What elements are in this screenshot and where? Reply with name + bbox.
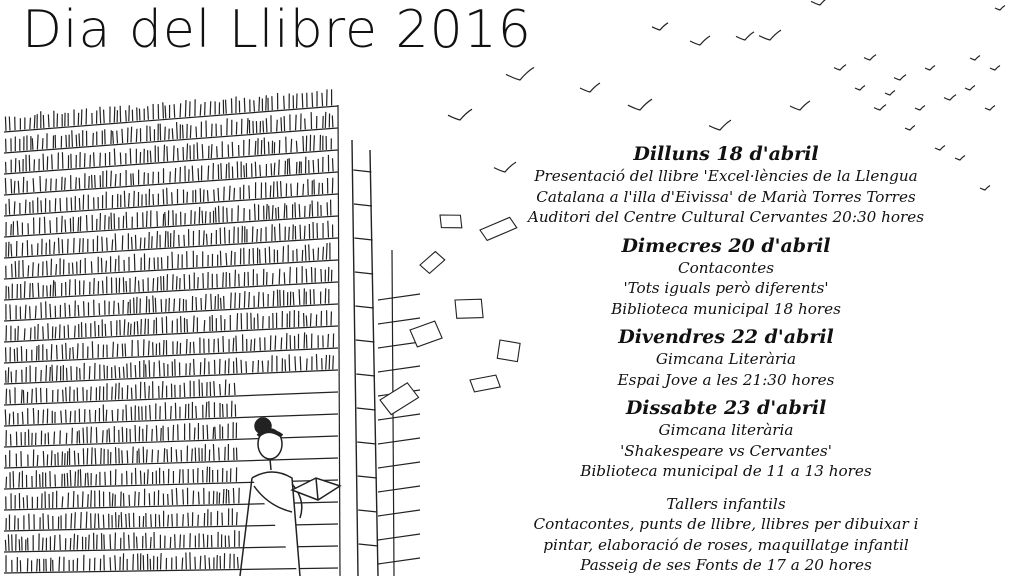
event-line: Gimcana Literària: [655, 350, 797, 368]
event-line: Biblioteca municipal 18 hores: [611, 299, 841, 318]
events-schedule: [505, 142, 947, 576]
event-line: Gimcana literària: [658, 421, 794, 439]
event-line: 'Tots iguals però diferents': [623, 279, 829, 297]
woman-reading-figure: [240, 418, 340, 576]
event-monday: [505, 142, 947, 228]
event-day: Divendres 22 d'abril: [618, 326, 834, 348]
children-workshops: [505, 494, 947, 576]
workshop-line: pintar, elaboració de roses, maquillatge infantil: [543, 535, 909, 554]
event-line: Presentació del llibre 'Excel·lències de la Llengua: [534, 167, 918, 185]
event-day: Dimecres 20 d'abril: [621, 234, 831, 257]
workshop-line: Tallers infantils: [666, 494, 786, 513]
event-saturday: [505, 396, 947, 482]
event-day: Dissabte 23 d'abril: [625, 397, 827, 419]
event-friday: [505, 325, 947, 390]
event-day: Dilluns 18 d'abril: [633, 143, 819, 165]
workshop-line: Contacontes, punts de llibre, llibres per dibuixar i: [533, 515, 919, 533]
poster-title: Dia del Llibre 2016: [22, 0, 532, 60]
event-line: Biblioteca municipal de 11 a 13 hores: [580, 462, 872, 480]
event-line: Contacontes: [677, 258, 775, 277]
event-wednesday: [505, 234, 947, 320]
event-line: 'Shakespeare vs Cervantes': [620, 441, 832, 460]
event-line: Espai Jove a les 21:30 hores: [617, 370, 835, 389]
workshop-line: Passeig de ses Fonts de 17 a 20 hores: [580, 556, 872, 574]
flying-pages-drawing: [378, 211, 524, 416]
event-line: Catalana a l'illa d'Eivissa' de Marià Torres Torres: [536, 187, 916, 206]
event-line: Auditori del Centre Cultural Cervantes 20:30 hores: [527, 208, 925, 226]
